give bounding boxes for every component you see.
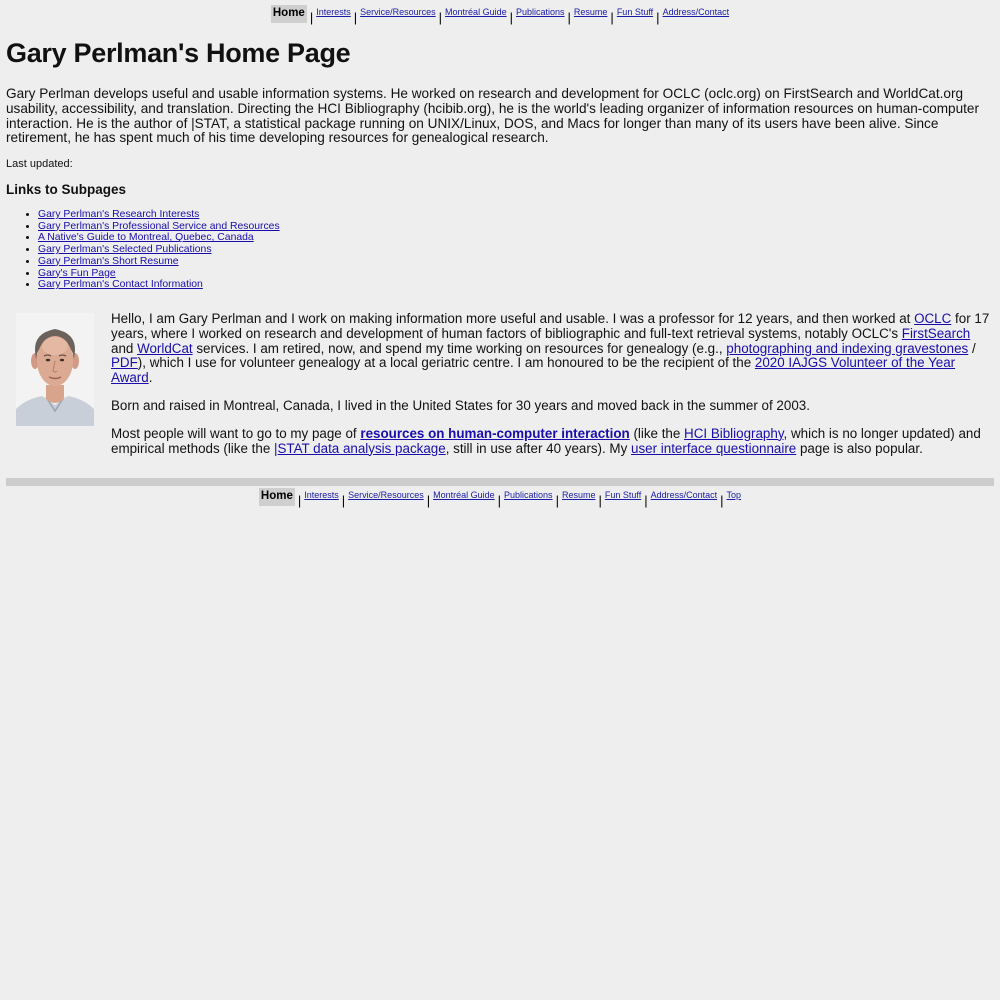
bio-text: ), which I use for volunteer genealogy at a local geriatric centre. I am honoured to be the recipient of the — [137, 355, 755, 371]
list-item — [38, 279, 280, 291]
worldcat-link[interactable]: WorldCat — [137, 340, 193, 356]
bio-text: page is also popular. — [796, 440, 923, 456]
nav-separator: | — [598, 493, 602, 508]
nav-link-publications[interactable]: Publications — [504, 490, 553, 500]
nav-separator: | — [438, 10, 443, 25]
questionnaire-link[interactable]: user interface questionnaire — [631, 440, 797, 456]
hci-bibliography-link[interactable]: HCI Bibliography — [684, 425, 784, 441]
subpage-link-montreal-guide[interactable]: A Native's Guide to Montreal, Quebec, Canada — [38, 232, 254, 244]
bio-text: for 17 years, where I worked on research and development of human factors of bibliographic and full-text retrieval systems, notably OCLC's — [111, 311, 990, 341]
list-item — [38, 256, 280, 268]
subpage-link-fun-page[interactable]: Gary's Fun Page — [38, 267, 116, 279]
bio-text: / — [968, 340, 976, 356]
subpage-link-resume[interactable]: Gary Perlman's Short Resume — [38, 255, 179, 267]
bio-section — [111, 312, 991, 469]
bio-text: Hello, I am Gary Perlman and I work on making information more useful and usable. I was a professor for 12 years, and then worked at — [111, 311, 915, 326]
list-item — [38, 232, 280, 244]
bio-text: , which is no longer updated) and empirical methods (like the — [111, 425, 981, 456]
page-title: Gary Perlman's Home Page — [6, 38, 351, 68]
bio-text: , still in use after 40 years). My — [445, 440, 631, 456]
bio-paragraph-background: Born and raised in Montreal, Canada, I lived in the United States for 30 years and moved back in the summer of 2003. — [111, 397, 810, 413]
portrait-image — [16, 313, 94, 426]
iajgs-award-link[interactable]: 2020 IAJGS Volunteer of the Year Award — [111, 355, 956, 386]
nav-separator: | — [309, 10, 314, 25]
bio-paragraph-resources — [111, 427, 991, 457]
bio-text: . — [148, 370, 153, 386]
nav-separator: | — [509, 10, 513, 25]
hci-resources-link[interactable]: resources on human-computer interaction — [360, 425, 630, 441]
footer-divider-bar — [6, 478, 994, 486]
nav-link-publications[interactable]: Publications — [515, 7, 565, 17]
stat-package-link[interactable]: |STAT data analysis package — [273, 440, 446, 456]
nav-current-home: Home — [271, 5, 307, 23]
bio-paragraph — [111, 312, 991, 386]
subpage-link-professional-service[interactable]: Gary Perlman's Professional Service and Resources — [38, 220, 280, 232]
nav-link-resume[interactable]: Resume — [573, 7, 608, 17]
bottom-navigation — [0, 486, 1000, 507]
firstsearch-link[interactable]: FirstSearch — [901, 325, 971, 341]
nav-separator: | — [610, 10, 614, 25]
nav-separator: | — [297, 493, 302, 508]
nav-current-home: Home — [259, 488, 295, 506]
oclc-link[interactable]: OCLC — [914, 311, 952, 326]
list-item — [38, 244, 280, 256]
last-updated-label: Last updated: — [6, 158, 73, 170]
nav-link-service-resources[interactable]: Service/Resources — [348, 490, 424, 500]
nav-separator: | — [567, 10, 571, 25]
bio-text: and — [111, 340, 138, 356]
nav-link-fun-stuff[interactable]: Fun Stuff — [604, 490, 642, 500]
list-item — [38, 221, 280, 233]
nav-link-top[interactable]: Top — [726, 490, 742, 500]
list-item — [38, 209, 280, 221]
subpages-heading: Links to Subpages — [6, 182, 127, 197]
bio-text: (like the — [629, 425, 685, 441]
portrait-photo — [16, 313, 94, 426]
bio-text: services. I am retired, now, and spend my time working on resources for genealogy (e.g., — [192, 340, 727, 356]
pdf-link[interactable]: PDF — [111, 355, 138, 371]
nav-separator: | — [644, 493, 648, 508]
nav-separator: | — [555, 493, 559, 508]
subpage-link-contact-information[interactable]: Gary Perlman's Contact Information — [38, 279, 203, 291]
nav-link-montreal-guide[interactable]: Montréal Guide — [445, 7, 507, 17]
nav-link-interests[interactable]: Interests — [304, 490, 339, 500]
nav-link-fun-stuff[interactable]: Fun Stuff — [616, 7, 654, 17]
nav-separator: | — [720, 493, 724, 508]
nav-link-address-contact[interactable]: Address/Contact — [650, 490, 718, 500]
nav-link-montreal-guide[interactable]: Montréal Guide — [433, 490, 495, 500]
nav-separator: | — [353, 10, 358, 25]
subpage-link-publications[interactable]: Gary Perlman's Selected Publications — [38, 244, 212, 256]
nav-separator: | — [656, 10, 660, 25]
bio-text: Most people will want to go to my page of — [111, 425, 361, 441]
list-item — [38, 268, 280, 280]
nav-link-service-resources[interactable]: Service/Resources — [360, 7, 436, 17]
nav-separator: | — [426, 493, 431, 508]
nav-separator: | — [497, 493, 502, 508]
nav-link-address-contact[interactable]: Address/Contact — [662, 7, 730, 17]
nav-separator: | — [341, 493, 346, 508]
nav-link-resume[interactable]: Resume — [561, 490, 596, 500]
gravestones-link[interactable]: photographing and indexing gravestones — [726, 340, 969, 356]
intro-paragraph: Gary Perlman develops useful and usable information systems. He worked on research and development for OCLC (oclc.org) on FirstSearch and WorldCat.org usability, accessibility, and translation. Directing the HCI Bibliography (hcibib.org), he is the world's leading organizer of information resources on human-computer interaction. He is the author of |STAT, a statistical package running on UNIX/Linux, DOS, and Macs for longer than many of its users have been alive. Since retirement, he has spent much of his time developing resources for genealogical research. — [6, 86, 980, 146]
nav-link-interests[interactable]: Interests — [316, 7, 351, 17]
subpage-link-research-interests[interactable]: Gary Perlman's Research Interests — [38, 209, 200, 220]
subpages-list — [6, 209, 280, 291]
top-navigation — [0, 5, 1000, 24]
